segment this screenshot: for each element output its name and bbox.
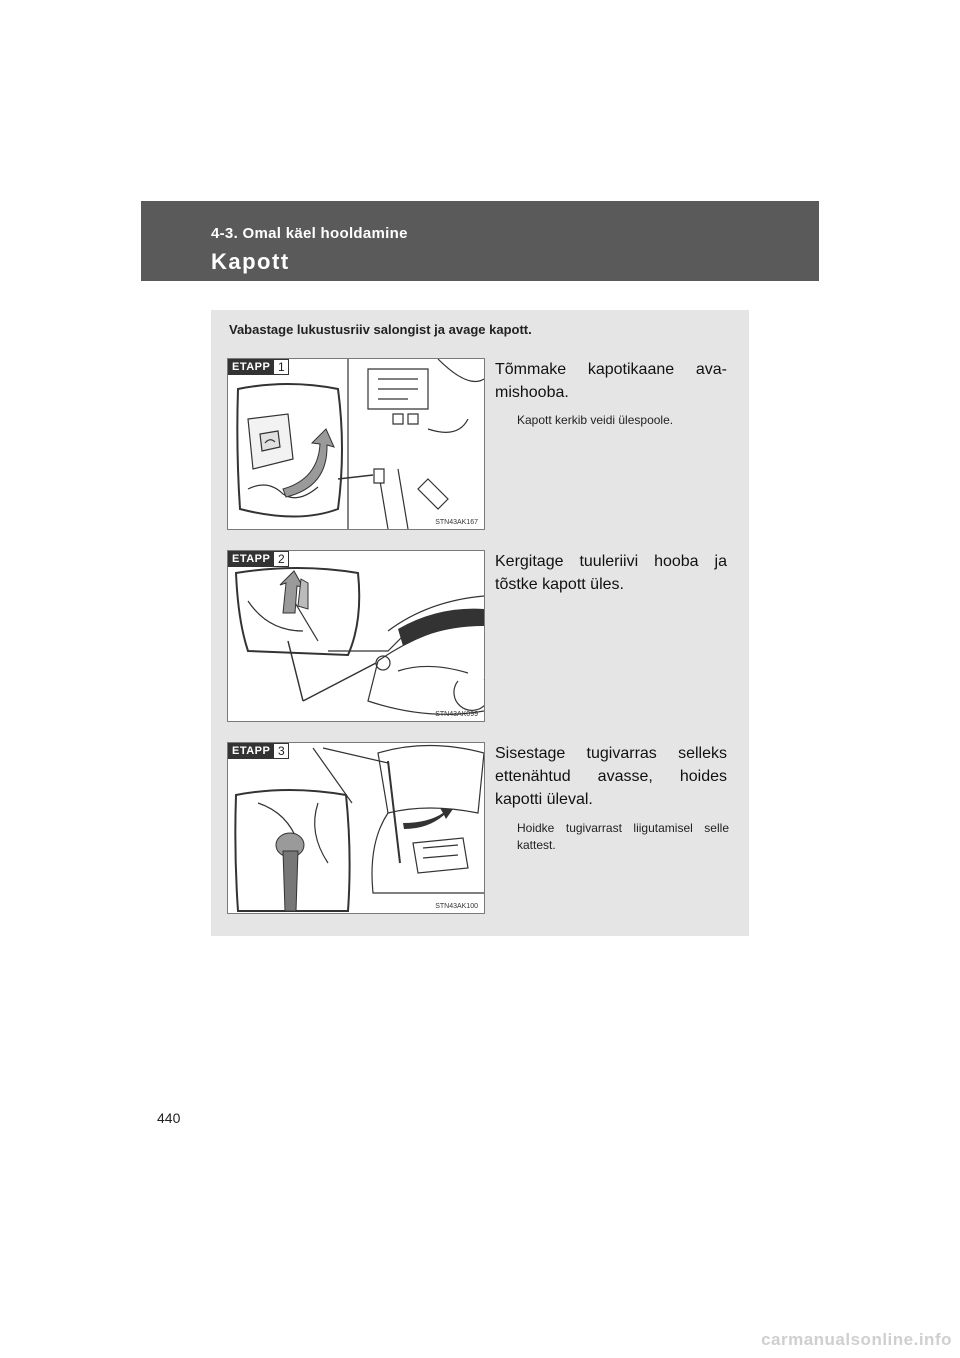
hood-release-lever-drawing — [228, 359, 484, 529]
hood-safety-latch-drawing — [228, 551, 484, 721]
step-3-badge-number: 3 — [274, 743, 289, 759]
step-1-badge-number: 1 — [274, 359, 289, 375]
page-number: 440 — [157, 1110, 181, 1126]
step-3-instruction: Sisestage tugivarras selleks ettenähtud avasse, hoides kapotti üleval. — [495, 745, 727, 808]
step-1-badge-label: ETAPP — [228, 359, 274, 375]
step-1-note: Kapott kerkib veidi ülespoole. — [517, 413, 674, 427]
procedure-panel — [211, 310, 749, 936]
step-2-instruction: Kergitage tuuleriivi hooba ja tõstke kapott üles. — [495, 553, 727, 593]
step-2-badge-label: ETAPP — [228, 551, 274, 567]
step-3-badge-label: ETAPP — [228, 743, 274, 759]
step-3-illustration — [227, 742, 485, 914]
step-1-instruction: Tõmmake kapotikaane ava-mishooba. — [495, 361, 727, 401]
procedure-intro: Vabastage lukustusriiv salongist ja avage kapott. — [229, 322, 532, 337]
page-title: Kapott — [211, 249, 290, 274]
hood-support-rod-drawing — [228, 743, 484, 913]
page-header — [141, 201, 819, 281]
step-2-illustration — [227, 550, 485, 722]
step-3-note: Hoidke tugivarrast liigutamisel selle kattest. — [517, 821, 729, 852]
step-2-badge-number: 2 — [274, 551, 289, 567]
step-2-figure-code: STN43AK099 — [435, 711, 478, 718]
step-3-badge — [228, 743, 289, 759]
step-2-badge — [228, 551, 289, 567]
step-1-figure-code: STN43AK167 — [435, 519, 478, 526]
step-3-figure-code: STN43AK100 — [435, 903, 478, 910]
step-1-badge — [228, 359, 289, 375]
site-watermark: carmanualsonline.info — [761, 1330, 952, 1349]
section-label: 4-3. Omal käel hooldamine — [211, 225, 408, 242]
step-1-illustration — [227, 358, 485, 530]
